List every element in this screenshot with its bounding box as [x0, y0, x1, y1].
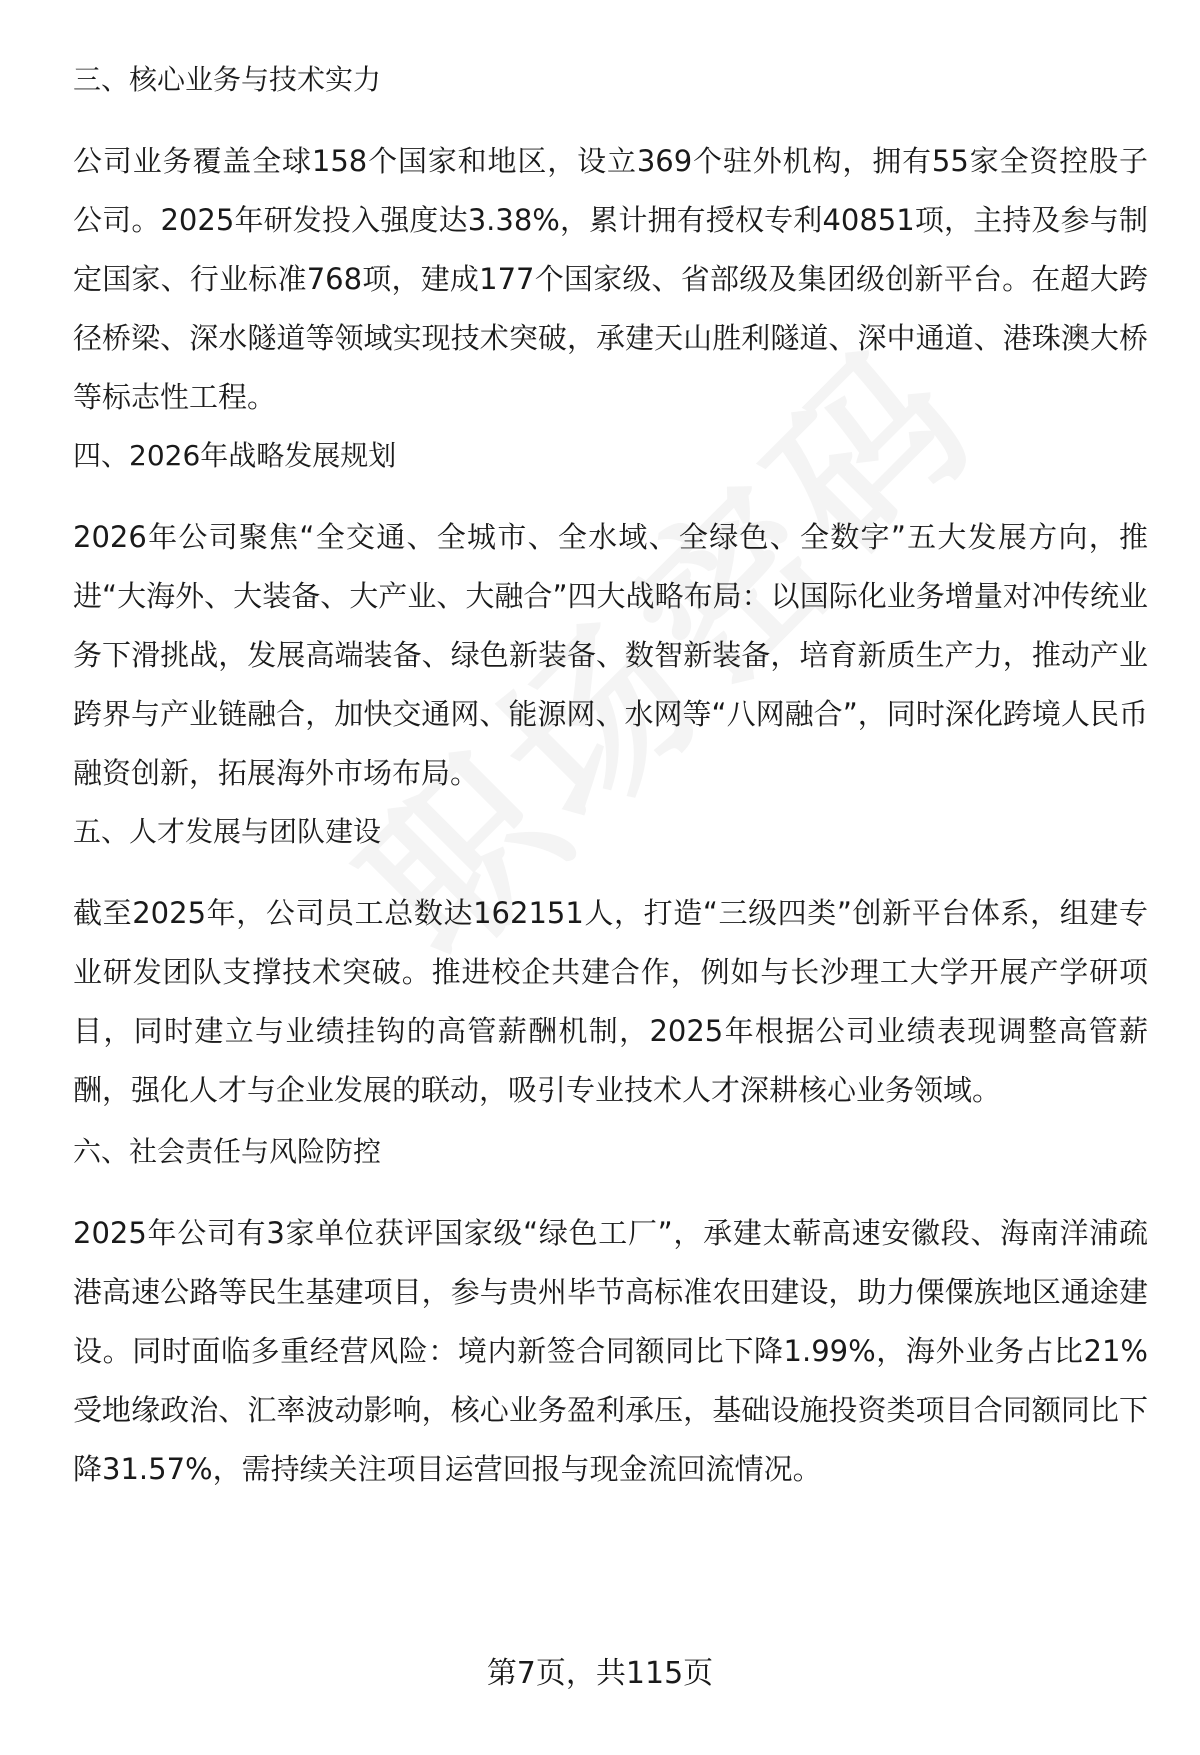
section-body-core-business: 公司业务覆盖全球158个国家和地区，设立369个驻外机构，拥有55家全资控股子公司。2025年研发投入强度达3.38%，累计拥有授权专利40851项，主持及参与制定国家、行业标准768项，建成177个国家级、省部级及集团级创新平台。在超大跨径桥梁、深水隧道等领域实现技术突破，承建天山胜利隧道、深中通道、港珠澳大桥等标志性工程。 [73, 144, 1148, 414]
section-heading-strategy: 四、2026年战略发展规划 [73, 439, 397, 472]
section-heading-core-business: 三、核心业务与技术实力 [73, 63, 382, 96]
section-heading-talent: 五、人才发展与团队建设 [73, 815, 382, 848]
page-number: 第7页，共115页 [486, 1656, 714, 1691]
section-body-social-responsibility: 2025年公司有3家单位获评国家级“绿色工厂”，承建太蕲高速安徽段、海南洋浦疏港高速公路等民生基建项目，参与贵州毕节高标准农田建设，助力傈僳族地区通途建设。同时面临多重经营风险：境内新签合同额同比下降1.99%，海外业务占比21%受地缘政治、汇率波动影响，核心业务盈利承压，基础设施投资类项目合同额同比下降31.57%，需持续关注项目运营回报与现金流回流情况。 [73, 1216, 1148, 1486]
section-heading-social-responsibility: 六、社会责任与风险防控 [73, 1135, 382, 1168]
section-body-strategy: 2026年公司聚焦“全交通、全城市、全水域、全绿色、全数字”五大发展方向，推进“大海外、大装备、大产业、大融合”四大战略布局：以国际化业务增量对冲传统业务下滑挑战，发展高端装备、绿色新装备、数智新装备，培育新质生产力，推动产业跨界与产业链融合，加快交通网、能源网、水网等“八网融合”，同时深化跨境人民币融资创新，拓展海外市场布局。 [73, 520, 1148, 790]
section-body-talent: 截至2025年，公司员工总数达162151人，打造“三级四类”创新平台体系，组建专业研发团队支撑技术突破。推进校企共建合作，例如与长沙理工大学开展产学研项目，同时建立与业绩挂钩的高管薪酬机制，2025年根据公司业绩表现调整高管薪酬，强化人才与企业发展的联动，吸引专业技术人才深耕核心业务领域。 [73, 896, 1148, 1107]
